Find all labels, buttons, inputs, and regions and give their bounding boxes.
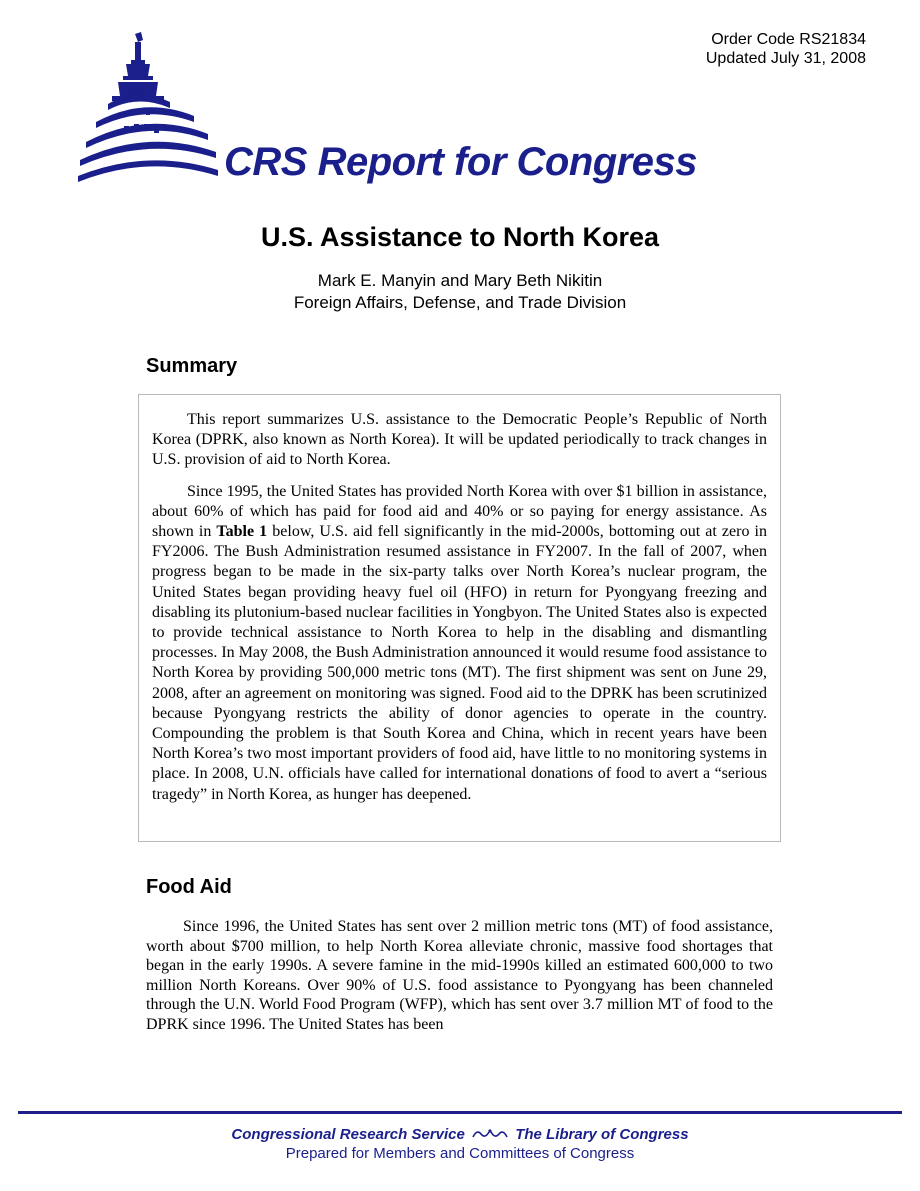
report-masthead: CRS Report for Congress — [224, 140, 697, 184]
capitol-dome-icon — [78, 30, 218, 190]
summary-box — [138, 394, 781, 842]
order-code-block — [706, 30, 866, 68]
food-aid-body — [146, 917, 773, 1034]
table-reference: Table 1 — [216, 523, 268, 541]
updated-date: Updated July 31, 2008 — [705, 50, 866, 67]
footer-rule — [18, 1111, 902, 1114]
summary-paragraph: This report summarizes U.S. assistance to the Democratic People’s Republic of North Korea (DPRK, also known as North Korea). It will be updated periodically to track changes in U.S. provision of aid to North Korea. — [152, 411, 767, 469]
summary-text: Since 1995, the United States has provided North Korea with over $1 billion in assistance, about 60% of which has paid for food aid and 40% or so paying for energy assistance. As shown in — [152, 482, 767, 541]
order-code: Order Code RS21834 — [711, 31, 866, 48]
author-names: Mark E. Manyin and Mary Beth Nikitin — [317, 271, 603, 290]
footer-crs: Congressional Research Service — [231, 1126, 465, 1143]
footer-loc: The Library of Congress — [515, 1126, 689, 1143]
summary-heading: Summary — [146, 355, 238, 377]
ornament-icon — [471, 1128, 509, 1140]
summary-text: below, U.S. aid fell significantly in the mid-2000s, bottoming out at zero in FY2006. The Bush Administration resumed assistance in FY2007. In the fall of 2007, when progress began to be made in the six-party talks over North Korea’s nuclear program, the United States began providing heavy fuel oil (HFO) in return for Pyongyang freezing and disabling its plutonium-based nuclear facilities in Yongbyon. The United States also is expected to provide technical assistance to North Korea to help in the disabling and dismantling processes. In May 2008, the Bush Administration announced it would resume food assistance to North Korea by providing 500,000 metric tons (MT). The first shipment was sent on June 29, 2008, after an agreement on monitoring was signed. Food aid to the DPRK has been scrutinized because Pyongyang restricts the ability of donor agencies to operate in the country. Compounding the problem is that South Korea and China, which in recent years have been North Korea’s two most important providers of food aid, have little to no monitoring systems in place. In 2008, U.N. officials have called for international donations of food to avert a “serious tragedy” in North Korea, as hunger has deepened. — [152, 523, 767, 803]
summary-paragraph — [152, 482, 767, 805]
body-paragraph: Since 1996, the United States has sent over 2 million metric tons (MT) of food assistance, worth about $700 million, to help North Korea alleviate chronic, massive food shortages that began in the early 1990s. A severe famine in the mid-1990s killed an estimated 600,000 to two million North Koreans. Over 90% of U.S. food assistance to Pyongyang has been channeled through the U.N. World Food Program (WFP), which has sent over 3.7 million MT of food to the DPRK since 1996. The United States has been — [146, 918, 773, 1033]
report-title: U.S. Assistance to North Korea — [260, 222, 660, 252]
footer-brand — [0, 1126, 920, 1143]
footer-tagline: Prepared for Members and Committees of Congress — [285, 1145, 635, 1162]
food-aid-heading: Food Aid — [146, 876, 232, 898]
division-name: Foreign Affairs, Defense, and Trade Division — [293, 293, 627, 312]
author-block — [0, 270, 920, 314]
